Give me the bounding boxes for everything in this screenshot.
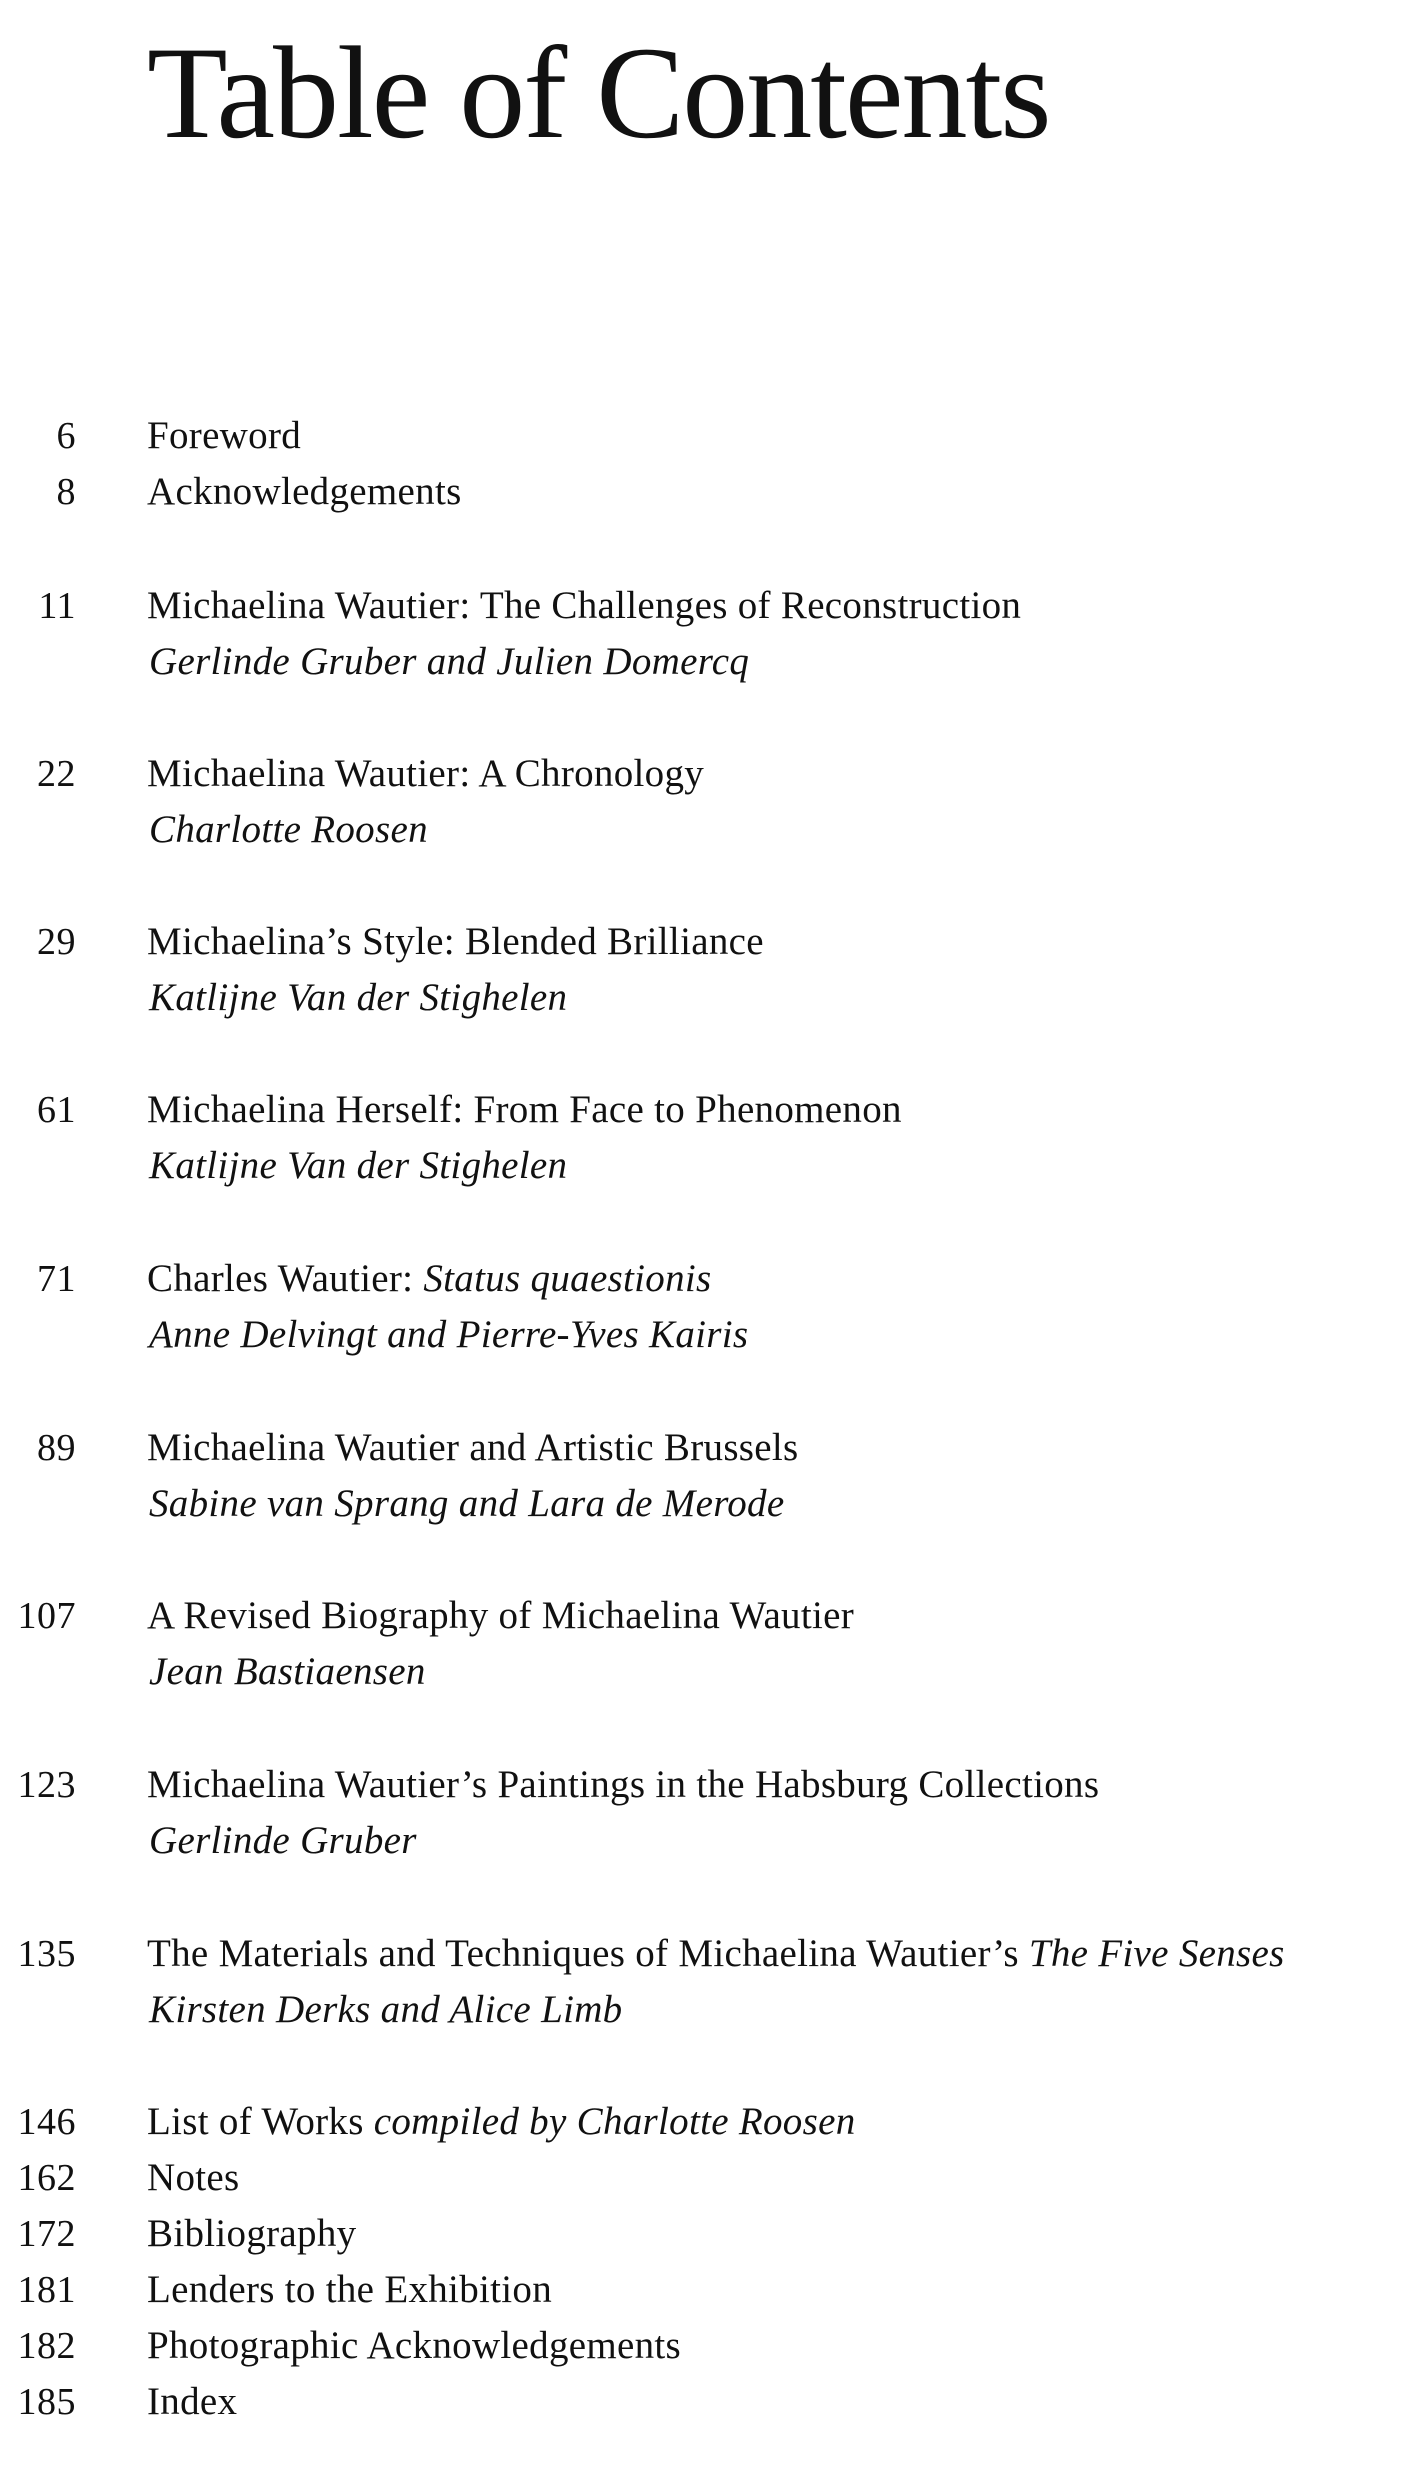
- entry-title-italic: The Five Senses: [1028, 1932, 1285, 1975]
- entry-title: Michaelina Wautier: A Chronology: [147, 752, 705, 795]
- page-number: 11: [38, 585, 76, 627]
- toc-entry-author-line: [0, 1644, 1401, 1700]
- entry-title: Acknowledgements: [147, 470, 462, 513]
- entry-title-roman: The Materials and Techniques of Michaelina Wautier’s: [147, 1932, 1029, 1975]
- entry-author: Sabine van Sprang and Lara de Merode: [149, 1482, 785, 1525]
- page-number: 61: [37, 1089, 76, 1131]
- entry-title: Index: [147, 2380, 238, 2423]
- entry-author: Gerlinde Gruber and Julien Domercq: [149, 640, 750, 683]
- page-title: Table of Contents: [147, 19, 1050, 166]
- toc-entry-challenges-of-reconstruction[interactable]: [0, 578, 1401, 634]
- toc-entry-author-line: [0, 802, 1401, 858]
- toc-entry-bibliography[interactable]: [0, 2206, 1401, 2262]
- entry-title: Lenders to the Exhibition: [147, 2268, 553, 2311]
- entry-title: A Revised Biography of Michaelina Wautier: [147, 1594, 855, 1637]
- entry-author: Kirsten Derks and Alice Limb: [149, 1988, 623, 2031]
- toc-entry-list-of-works[interactable]: [0, 2094, 1401, 2150]
- entry-title: [147, 2094, 856, 2150]
- page-number: 89: [37, 1427, 76, 1469]
- toc-entry-index[interactable]: [0, 2374, 1401, 2430]
- entry-author: Jean Bastiaensen: [149, 1650, 426, 1693]
- page-number: 181: [17, 2269, 76, 2311]
- toc-entry-acknowledgements[interactable]: [0, 464, 1401, 520]
- toc-entry-habsburg-collections[interactable]: [0, 1757, 1401, 1813]
- entry-title: Bibliography: [147, 2212, 357, 2255]
- entry-title: Michaelina Herself: From Face to Phenomenon: [147, 1088, 902, 1131]
- entry-title: Photographic Acknowledgements: [147, 2324, 682, 2367]
- entry-title: Michaelina Wautier’s Paintings in the Habsburg Collections: [147, 1763, 1100, 1806]
- page-number: 185: [17, 2381, 76, 2423]
- entry-author: Charlotte Roosen: [149, 808, 428, 851]
- page-number: 162: [17, 2157, 76, 2199]
- page-number: 123: [17, 1764, 76, 1806]
- entry-author: Katlijne Van der Stighelen: [149, 1144, 568, 1187]
- toc-entry-artistic-brussels[interactable]: [0, 1420, 1401, 1476]
- toc-entry-revised-biography[interactable]: [0, 1588, 1401, 1644]
- entry-author: Anne Delvingt and Pierre-Yves Kairis: [149, 1313, 749, 1356]
- toc-entry-author-line: [0, 634, 1401, 690]
- toc-entry-author-line: [0, 970, 1401, 1026]
- toc-entry-author-line: [0, 1476, 1401, 1532]
- entry-title-roman: Charles Wautier:: [147, 1257, 424, 1300]
- entry-title: [147, 1251, 712, 1307]
- entry-author: Gerlinde Gruber: [149, 1819, 417, 1862]
- page-number: 29: [37, 921, 76, 963]
- entry-title-italic: Status quaestionis: [423, 1257, 712, 1300]
- page-number: 8: [56, 471, 76, 513]
- toc-entry-face-to-phenomenon[interactable]: [0, 1082, 1401, 1138]
- entry-title: Notes: [147, 2156, 240, 2199]
- page-number: 146: [17, 2101, 76, 2143]
- entry-title: Michaelina Wautier: The Challenges of Reconstruction: [147, 584, 1022, 627]
- entry-title: Michaelina’s Style: Blended Brilliance: [147, 920, 764, 963]
- page-number: 71: [37, 1258, 76, 1300]
- page-number: 172: [17, 2213, 76, 2255]
- page-number: 182: [17, 2325, 76, 2367]
- page-number: 6: [56, 415, 76, 457]
- toc-entry-author-line: [0, 1982, 1401, 2038]
- entry-title: Michaelina Wautier and Artistic Brussels: [147, 1426, 799, 1469]
- entry-title: [147, 1926, 1285, 1982]
- toc-entry-chronology[interactable]: [0, 746, 1401, 802]
- entry-author: Katlijne Van der Stighelen: [149, 976, 568, 1019]
- toc-entry-foreword[interactable]: [0, 408, 1401, 464]
- toc-entry-notes[interactable]: [0, 2150, 1401, 2206]
- toc-entry-charles-wautier[interactable]: [0, 1251, 1401, 1307]
- page-number: 135: [17, 1933, 76, 1975]
- toc-entry-lenders[interactable]: [0, 2262, 1401, 2318]
- toc-entry-materials-and-techniques[interactable]: [0, 1926, 1401, 1982]
- toc-entry-author-line: [0, 1813, 1401, 1869]
- page-number: 107: [17, 1595, 76, 1637]
- toc-entry-photographic-acknowledgements[interactable]: [0, 2318, 1401, 2374]
- toc-entry-author-line: [0, 1138, 1401, 1194]
- page-number: 22: [37, 753, 76, 795]
- entry-title-roman: List of Works: [147, 2100, 374, 2143]
- toc-entry-author-line: [0, 1307, 1401, 1363]
- toc-entry-blended-brilliance[interactable]: [0, 914, 1401, 970]
- entry-title-italic: compiled by Charlotte Roosen: [373, 2100, 856, 2143]
- entry-title: Foreword: [147, 414, 302, 457]
